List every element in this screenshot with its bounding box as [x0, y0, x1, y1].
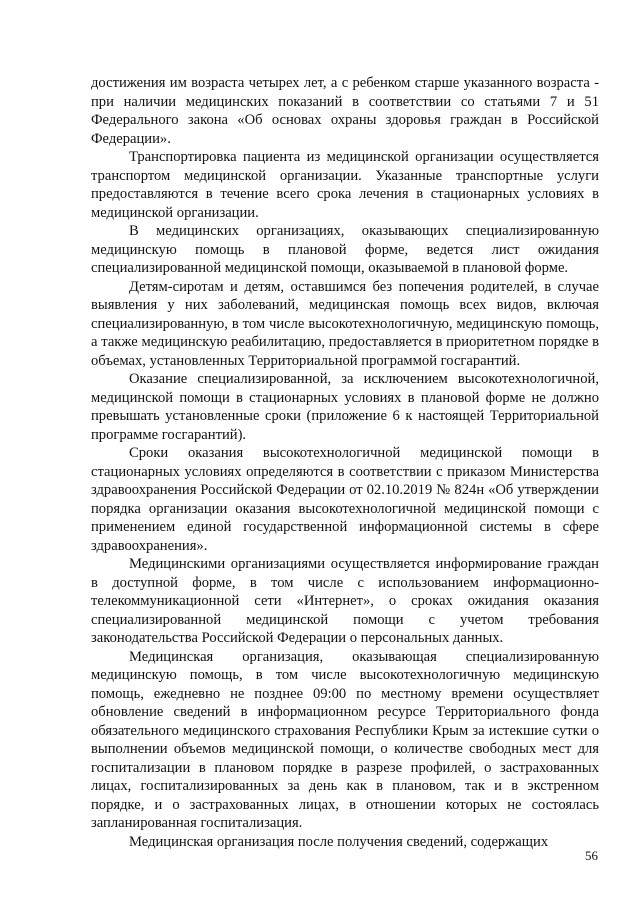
paragraph-4: Детям-сиротам и детям, оставшимся без попечения родителей, в случае выявления у них заболеваний, медицинская помощь всех видов, включая специализированную, в том числе высокотехнологичную, медицинскую помощь, а также медицинскую реабилитацию, предоставляется в приоритетном порядке в объемах, установленных Территориальной программой госгарантий.	[91, 278, 599, 369]
paragraph-3: В медицинских организациях, оказывающих специализированную медицинскую помощь в плановой форме, ведется лист ожидания специализированной медицинской помощи, оказываемой в плановой форме.	[91, 223, 599, 276]
page-number: 56	[585, 848, 598, 863]
paragraph-2: Транспортировка пациента из медицинской организации осуществляется транспортом медицинской организации. Указанные транспортные услуги предоставляются в течение всего срока лечения в стационарных условиях в медицинской организации.	[91, 149, 599, 221]
paragraph-6: Сроки оказания высокотехнологичной медицинской помощи в стационарных условиях определяются в соответствии с приказом Министерства здравоохранения Российской Федерации от 02.10.2019 № 824н «Об утверждении порядка организации оказания высокотехнологичной медицинской помощи с применением единой государственной информационной системы в сфере здравоохранения».	[91, 445, 599, 554]
paragraph-7: Медицинскими организациями осуществляется информирование граждан в доступной форме, в том числе с использованием информационно-телекоммуникационной сети «Интернет», о сроках ожидания оказания специализированной медицинской помощи с учетом требования законодательства Российской Федерации о персональных данных.	[91, 556, 599, 646]
paragraph-9: Медицинская организация после получения сведений, содержащих	[129, 833, 549, 850]
paragraph-8: Медицинская организация, оказывающая специализированную медицинскую помощь, в том числе высокотехнологичную медицинскую помощь, ежедневно не позднее 09:00 по местному времени осуществляет обновление сведений в информационном ресурсе Территориального фонда обязательного медицинского страхования Республики Крым за истекшие сутки о выполнении объемов медицинской помощи, о количестве свободных мест для госпитализации в плановом порядке в разрезе профилей, о застрахованных лицах, госпитализированных за день как в плановом, так и в экстренном порядке, и о застрахованных лицах, в отношении которых не состоялась запланированная госпитализация.	[91, 648, 599, 831]
paragraph-5: Оказание специализированной, за исключением высокотехнологичной, медицинской помощи в стационарных условиях в плановой форме не должно превышать установленные сроки (приложение 6 к настоящей Территориальной программе госгарантий).	[91, 371, 599, 443]
body-text	[91, 74, 599, 851]
paragraph-1: достижения им возраста четырех лет, а с ребенком старше указанного возраста - при наличии медицинских показаний в соответствии со статьями 7 и 51 Федерального закона «Об основах охраны здоровья граждан в Российской Федерации».	[91, 75, 599, 147]
